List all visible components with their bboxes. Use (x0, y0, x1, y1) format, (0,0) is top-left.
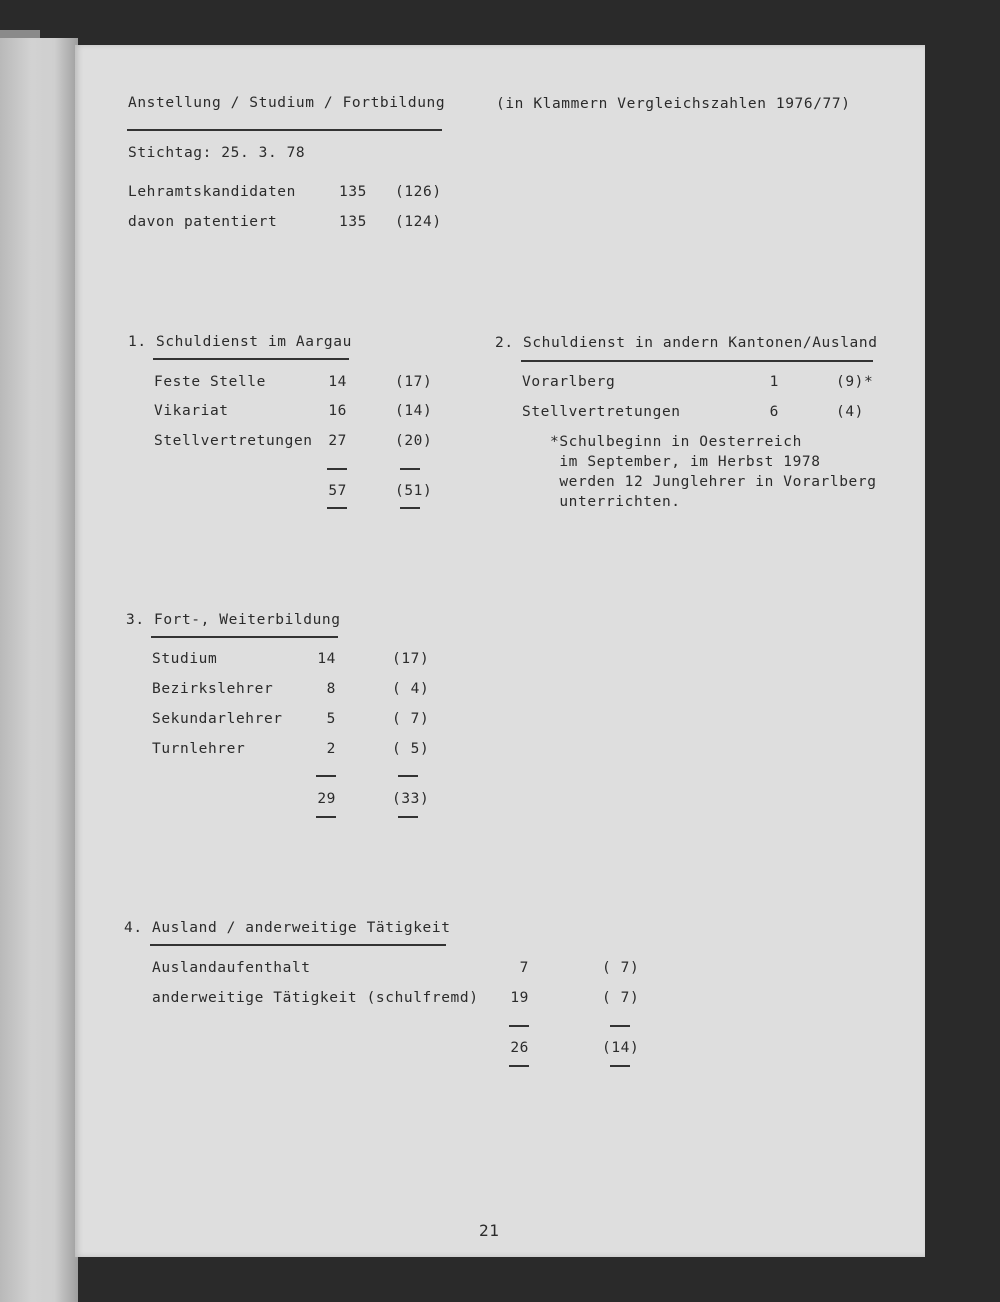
sum-line (398, 775, 418, 777)
section1-total-value: 57 (328, 483, 347, 499)
total-line (610, 1065, 630, 1067)
section1-row-value: 14 (328, 374, 347, 390)
book-spine (0, 38, 78, 1302)
section1-row-value: 27 (328, 433, 347, 449)
section2-row-value: 6 (769, 404, 779, 420)
section1-row-prev: (14) (395, 403, 433, 419)
section4-row-label: anderweitige Tätigkeit (schulfremd) (152, 990, 479, 1006)
section2-row-label: Vorarlberg (522, 374, 616, 390)
summary-label: davon patentiert (128, 214, 278, 230)
sum-line (610, 1025, 630, 1027)
section4-row-prev: ( 7) (602, 960, 640, 976)
footnote-line: werden 12 Junglehrer in Vorarlberg (550, 474, 877, 490)
section4-row-label: Auslandaufenthalt (152, 960, 311, 976)
section3-row-prev: ( 5) (392, 741, 430, 757)
total-line (400, 507, 420, 509)
summary-prev: (126) (395, 184, 442, 200)
section1-row-label: Stellvertretungen (154, 433, 313, 449)
section3-row-label: Turnlehrer (152, 741, 246, 757)
section2-row-label: Stellvertretungen (522, 404, 681, 420)
page-number: 21 (479, 1221, 500, 1240)
summary-value: 135 (339, 214, 367, 230)
document-page (75, 45, 925, 1257)
section3-row-value: 14 (317, 651, 336, 667)
section3-row-label: Bezirkslehrer (152, 681, 274, 697)
comparison-note: (in Klammern Vergleichszahlen 1976/77) (496, 96, 851, 112)
section4-total-prev: (14) (602, 1040, 640, 1056)
total-line (509, 1065, 529, 1067)
section4-total-value: 26 (510, 1040, 529, 1056)
summary-label: Lehramtskandidaten (128, 184, 296, 200)
section1-row-prev: (17) (395, 374, 433, 390)
section3-underline (151, 636, 338, 638)
section4-row-prev: ( 7) (602, 990, 640, 1006)
section2-row-prev: (4) (836, 404, 864, 420)
section1-row-label: Vikariat (154, 403, 229, 419)
summary-value: 135 (339, 184, 367, 200)
section4-row-value: 7 (519, 960, 529, 976)
section4-row-value: 19 (510, 990, 529, 1006)
summary-prev: (124) (395, 214, 442, 230)
total-line (398, 816, 418, 818)
total-line (327, 507, 347, 509)
section1-row-label: Feste Stelle (154, 374, 266, 390)
section1-underline (153, 358, 349, 360)
sum-line (316, 775, 336, 777)
section3-row-label: Sekundarlehrer (152, 711, 283, 727)
title-underline (127, 129, 442, 131)
section2-heading: 2. Schuldienst in andern Kantonen/Ausland (495, 335, 878, 351)
section3-row-value: 8 (326, 681, 336, 697)
section3-total-value: 29 (317, 791, 336, 807)
section2-row-value: 1 (769, 374, 779, 390)
section4-heading: 4. Ausland / anderweitige Tätigkeit (124, 920, 451, 936)
footnote-line: unterrichten. (550, 494, 681, 510)
page-title: Anstellung / Studium / Fortbildung (128, 95, 446, 111)
total-line (316, 816, 336, 818)
sum-line (509, 1025, 529, 1027)
section3-row-prev: (17) (392, 651, 430, 667)
section2-underline (521, 360, 873, 362)
section3-heading: 3. Fort-, Weiterbildung (126, 612, 341, 628)
footnote-line: im September, im Herbst 1978 (550, 454, 821, 470)
stichtag: Stichtag: 25. 3. 78 (128, 145, 306, 161)
section2-row-prev: (9)* (836, 374, 874, 390)
section1-heading: 1. Schuldienst im Aargau (128, 334, 352, 350)
sum-line (327, 468, 347, 470)
section1-row-prev: (20) (395, 433, 433, 449)
footnote-line: *Schulbeginn in Oesterreich (550, 434, 802, 450)
section3-row-prev: ( 4) (392, 681, 430, 697)
section3-total-prev: (33) (392, 791, 430, 807)
section4-underline (150, 944, 446, 946)
section3-row-prev: ( 7) (392, 711, 430, 727)
section3-row-value: 2 (326, 741, 336, 757)
section1-row-value: 16 (328, 403, 347, 419)
section3-row-value: 5 (326, 711, 336, 727)
section3-row-label: Studium (152, 651, 218, 667)
sum-line (400, 468, 420, 470)
section1-total-prev: (51) (395, 483, 433, 499)
